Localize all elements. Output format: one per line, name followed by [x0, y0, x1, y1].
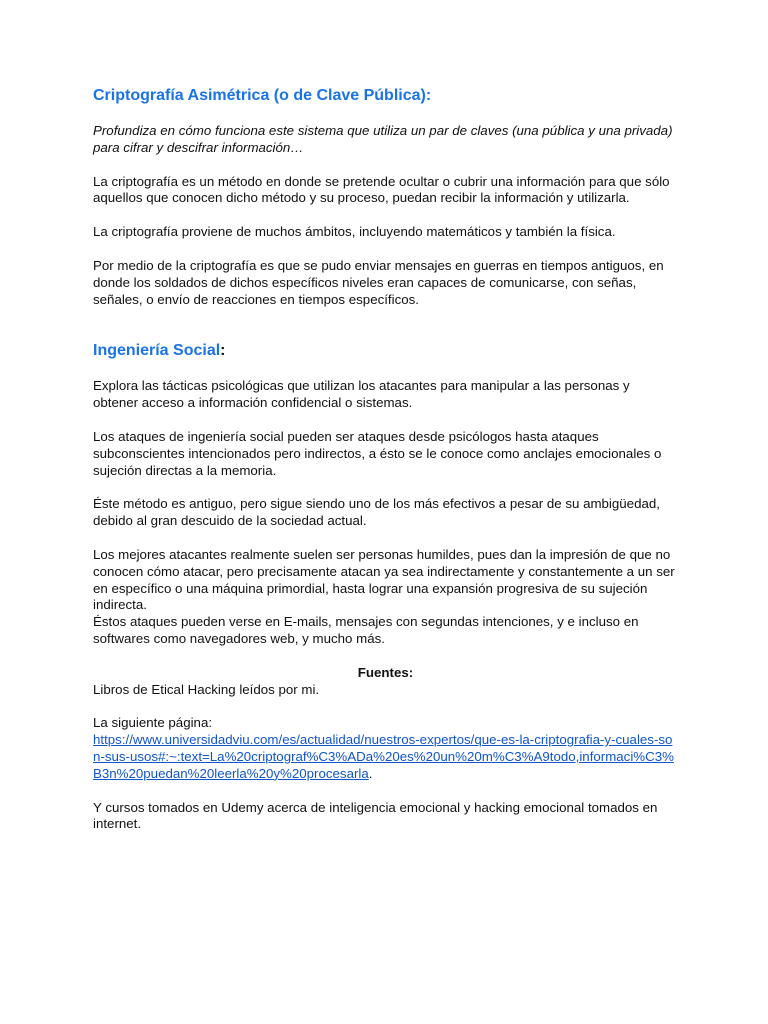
sources-url-suffix: .	[368, 765, 373, 781]
sources-page-label: La siguiente página:	[93, 715, 213, 731]
section1-paragraph-3: Por medio de la criptografía es que se pudo enviar mensajes en guerras en tiempos antiguos, en donde los soldados de dichos específicos niveles eran capaces de comunicarse, con señas, señales, o envío de reacciones en tiempos específicos.	[93, 257, 664, 307]
section2-paragraph-5: Éstos ataques pueden verse en E-mails, mensajes con segundas intenciones, y e incluso en softwares como navegadores web, y mucho más.	[93, 614, 639, 646]
section1-paragraph-2: La criptografía proviene de muchos ámbitos, incluyendo matemáticos y también la física.	[93, 224, 616, 240]
sources-title: Fuentes:	[357, 664, 414, 680]
sources-url-link[interactable]: https://www.universidadviu.com/es/actualidad/nuestros-expertos/que-es-la-criptografia-y-cuales-son-sus-usos#:~:text=La%20criptograf%C3%ADa%20es%20un%20m%C3%A9todo,informaci%C3%B3n%20puedan%20leerla%20y%20procesarla	[93, 732, 674, 781]
sources-books: Libros de Etical Hacking leídos por mi.	[93, 681, 320, 697]
section-title-social-engineering	[93, 341, 678, 361]
section1-paragraph-1: La criptografía es un método en donde se pretende ocultar o cubrir una información para que sólo aquellos que conocen dicho método y su proceso, puedan recibir la información y utilizarla.	[93, 173, 670, 206]
section1-intro: Profundiza en cómo funciona este sistema que utiliza un par de claves (una pública y una privada) para cifrar y descifrar información…	[93, 123, 673, 155]
document-body	[93, 86, 678, 833]
section2-title-text: Ingeniería Social	[93, 342, 221, 360]
section2-paragraph-4: Los mejores atacantes realmente suelen ser personas humildes, pues dan la impresión de que no conocen cómo atacar, pero precisamente atacan ya sea indirectamente y constantemente a un ser en específico o una máquina primordial, hasta lograr una expansión progresiva de su sujeción indirecta.	[93, 546, 675, 613]
section2-paragraph-2: Los ataques de ingeniería social pueden ser ataques desde psicólogos hasta ataques subconscientes intencionados pero indirectos, a ésto se le conoce como anclajes emocionales o sujeción directas a la memoria.	[93, 428, 662, 478]
sources-link-line	[93, 732, 678, 782]
sources-courses: Y cursos tomados en Udemy acerca de inteligencia emocional y hacking emocional tomados en internet.	[93, 799, 658, 832]
section2-paragraph-1: Explora las tácticas psicológicas que utilizan los atacantes para manipular a las personas y obtener acceso a información confidencial o sistemas.	[93, 378, 630, 411]
section-title-asymmetric-crypto: Criptografía Asimétrica (o de Clave Pública):	[93, 87, 432, 104]
section2-title-colon: :	[220, 342, 226, 360]
section2-paragraph-3: Éste método es antiguo, pero sigue siendo uno de los más efectivos a pesar de su ambigüedad, debido al gran descuido de la sociedad actual.	[93, 496, 660, 529]
